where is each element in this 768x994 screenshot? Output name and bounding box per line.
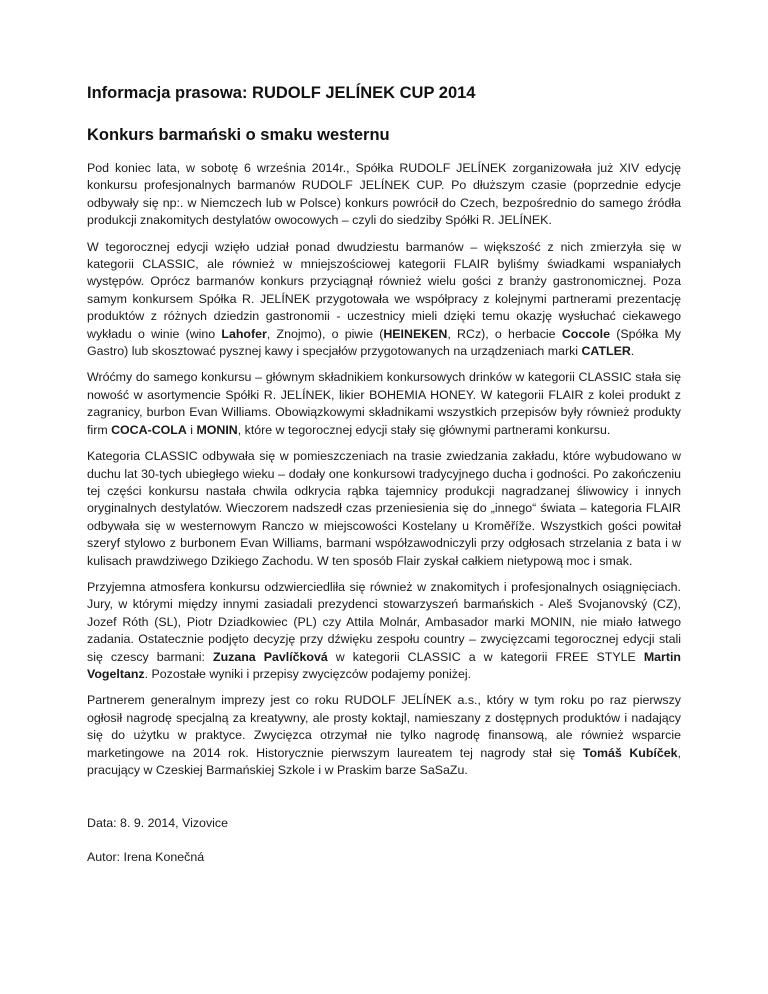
brand-coca-cola: COCA-COLA: [111, 422, 187, 437]
paragraph-ingredients: [87, 369, 681, 439]
brand-lahofer: Lahofer: [221, 326, 267, 341]
text-run: i: [186, 422, 197, 437]
paragraph-special-award: [87, 692, 681, 779]
paragraph-winners: [87, 579, 681, 683]
text-run: Wróćmy do samego konkursu – głównym składnikiem konkursowych drinków w kategorii CLASSIC stała się nowość w asortymencie Spółki R. JELÍNEK, likier BOHEMIA HONEY. W kategorii FLAIR z kolei produkt z zagranicy, burbon Evan Williams. Obowiązkowymi składnikami wszystkich przepisów były również produkty firm: [87, 370, 681, 437]
brand-catler: CATLER: [581, 344, 631, 359]
text-run: w kategorii CLASSIC a w kategorii FREE STYLE: [327, 649, 644, 664]
text-run: (Spółka My Gastro) lub skosztować pysznej kawy i specjałów przygotowanych na urządzeniach marki: [87, 326, 681, 359]
text-run: , RCz), o herbacie: [447, 326, 562, 341]
paragraph-categories: Kategoria CLASSIC odbywała się w pomieszczeniach na trasie zwiedzania zakładu, które wybudowano w duchu lat 30-tych ubiegłego wieku – dodały one konkursowi tradycyjnego ducha i godności. Po zakończeniu tej części konkursu nastała chwila odkrycia rąbka tajemnicy produkcji nagradzanej śliwowicy i innych oryginalnych destylatów. Wieczorem nadszedł czas przeniesienia się do „innego“ świata – kategoria FLAIR odbywała się w westernowym Ranczo w miejscowości Kostelany u Kroměříže. Wszystkich gości powitał szeryf stylowo z burbonem Evan Williams, barmani współzawodniczyli przy odgłosach strzelania z bata i w kulisach prawdziwego Dzikiego Zachodu. W ten sposób Flair zyskał całkiem nietypową moc i smak.: [87, 449, 681, 568]
document-page: [87, 82, 681, 866]
text-run: , które w tegorocznej edycji stały się głównymi partnerami konkursu.: [237, 422, 611, 437]
text-run: .: [630, 344, 635, 359]
document-title: Informacja prasowa: RUDOLF JELÍNEK CUP 2014: [87, 84, 476, 102]
paragraph-participants: [87, 239, 681, 361]
document-author: Autor: Irena Konečná: [87, 849, 205, 864]
brand-monin: MONIN: [196, 422, 238, 437]
text-run: , pracujący w Czeskiej Barmańskiej Szkole i w Praskim barze SaSaZu.: [87, 745, 681, 777]
special-award-winner: Tomáš Kubíček: [582, 745, 678, 760]
winner-free-style: Martin Vogeltanz: [87, 649, 681, 681]
brand-heineken: HEINEKEN: [383, 326, 448, 341]
paragraph-intro: Pod koniec lata, w sobotę 6 września 2014r., Spółka RUDOLF JELÍNEK zorganizowała już XIV edycję konkursu profesjonalnych barmanów RUDOLF JELÍNEK CUP. Po dłuższym czasie (poprzednie edycje odbywały się np:. w Niemczech lub w Polsce) konkurs powrócił do Czech, bezpośrednio do samego źródła produkcji znakomitych destylatów owocowych – czyli do siedziby Spółki R. JELÍNEK.: [87, 161, 681, 228]
winner-classic: Zuzana Pavlíčková: [213, 649, 328, 664]
text-run: . Pozostałe wyniki i przepisy zwycięzców podajemy poniżej.: [144, 666, 472, 681]
brand-coccole: Coccole: [561, 326, 611, 341]
document-subtitle: Konkurs barmański o smaku westernu: [87, 126, 390, 144]
text-run: Przyjemna atmosfera konkursu odzwierciedliła się również w znakomitych i profesjonalnych osiągnięciach. Jury, w którymi między innymi zasiadali prezydenci stowarzyszeń barmańskich - Aleš Svojanovský (CZ), Jozef Róth (SL), Piotr Dziadkowiec (PL) czy Attila Molnár, Ambasador marki MONIN, nie miało łatwego zadania. Ostatecznie podjęto decyzję przy dźwięku zespołu country – zwycięzcami tegorocznej edycji stali się czescy barmani:: [87, 579, 681, 664]
text-run: Partnerem generalnym imprezy jest co roku RUDOLF JELÍNEK a.s., który w tym roku po raz pierwszy ogłosił nagrodę specjalną za kreatywny, ale prosty koktajl, namieszany z dostępnych produktów i nadający się do użytku w praktyce. Zwycięzca otrzymał nie tylko nagrodę finansową, ale również wsparcie marketingowe na 2014 rok. Historycznie pierwszym laureatem tej nagrody stał się: [87, 693, 681, 760]
text-run: W tegorocznej edycji wzięło udział ponad dwudziestu barmanów – większość z nich zmierzyła się w kategorii CLASSIC, ale również w mniejszościowej kategorii FLAIR byliśmy świadkami wspaniałych występów. Oprócz barmanów konkurs przyciągnął również wielu gości z branży gastronomicznej. Poza samym konkursem Spółka R. JELÍNEK przygotowała we współpracy z kolejnymi partnerami prezentację produktów z różnych dziedzin gastronomii - uczestnicy mieli dzięki temu okazję wysłuchać ciekawego wykładu o winie (wino: [87, 239, 681, 341]
text-run: , Znojmo), o piwie (: [266, 326, 384, 341]
document-date: Data: 8. 9. 2014, Vizovice: [87, 816, 228, 831]
